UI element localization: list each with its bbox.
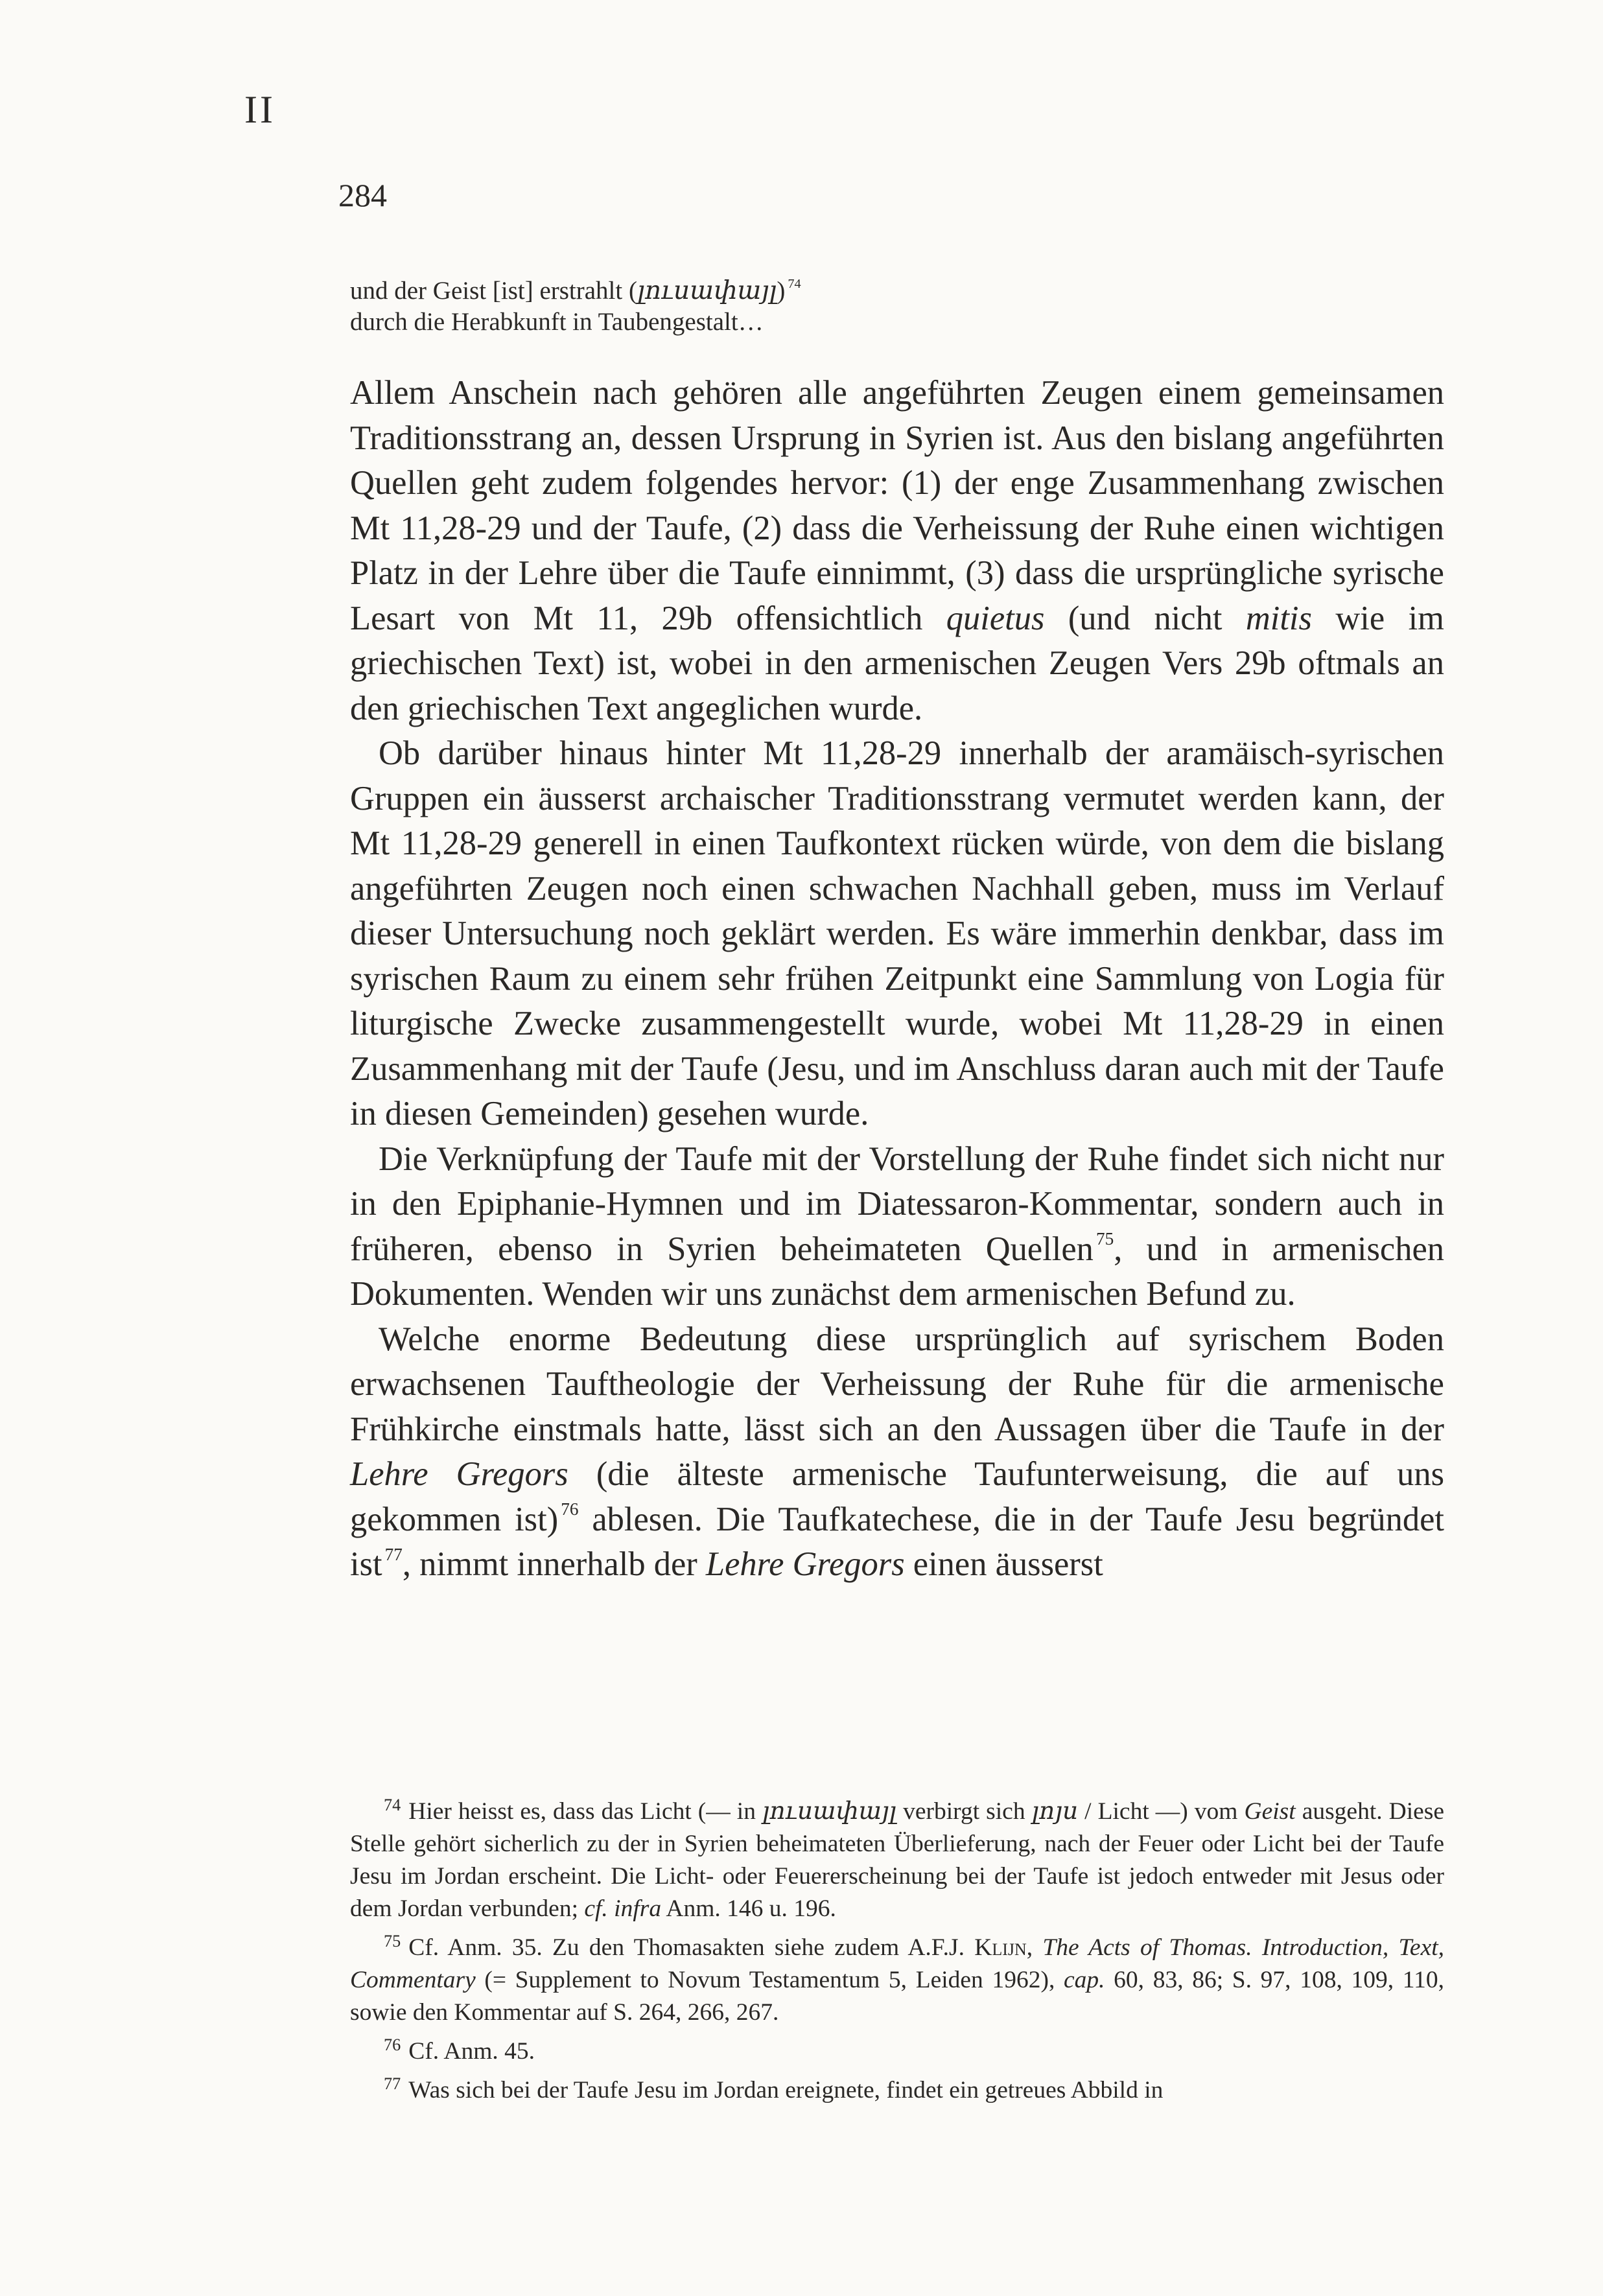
footnote-ref-76[interactable]: 76	[561, 1499, 579, 1519]
footnote-76: $^{76}$ Cf. Anm. 45.	[384, 2035, 535, 2065]
footnote-ref-75[interactable]: 75	[1095, 1229, 1114, 1249]
footnote-77: $^{77}$ Was sich bei der Taufe Jesu im Jordan ereignete, findet ein getreues Abbild in	[384, 2074, 1164, 2104]
footnote-ref-74[interactable]: 74	[788, 276, 801, 291]
paragraph-3: Die Verknüpfung der Taufe mit der Vorstellung der Ruhe findet sich nicht nur in den Epiphanie-Hymnen und im Diatessaron-Kommentar, sondern auch in früheren, ebenso in Syrien beheimateten Quellen $^{75}$, und in armenischen Dokumenten. Wenden wir uns zunächst dem armenischen Befund zu.	[350, 1140, 1444, 1313]
armenian-word: լուսափայլ	[637, 277, 777, 305]
paragraph-4: Welche enorme Bedeutung diese ursprünglich auf syrischem Boden erwachsenen Tauftheologie der Verheissung der Ruhe für die armenische Frühkirche einstmals hatte, lässt sich an den Aussagen über die Taufe in der Lehre Gregors (die älteste armenische Taufunterweisung, die auf uns gekommen ist) $^{76}$ ablesen. Die Taufkatechese, die in der Taufe Jesu begründet ist $^{77}$, nimmt innerhalb der Lehre Gregors einen äusserst	[350, 1320, 1444, 1583]
verse-quotation	[350, 275, 1452, 338]
footnote-ref-77[interactable]: 77	[384, 1544, 403, 1564]
verse-line-2: durch die Herabkunft in Taubengestalt…	[350, 308, 764, 336]
footnote-74: $^{74}$ Hier heisst es, dass das Licht (— in լուսափայլ verbirgt sich լոյս / Licht —) vom Geist ausgeht. Diese Stelle gehört sicherlich zu der in Syrien beheimateten Überlieferung, nach der Feuer oder Licht bei der Taufe Jesu im Jordan erscheint. Die Licht- oder Feuererscheinung bei der Taufe ist jedoch entweder mit Jesus oder dem Jordan verbunden; cf. infra Anm. 146 u. 196.	[350, 1796, 1445, 1923]
paragraph-2: Ob darüber hinaus hinter Mt 11,28-29 innerhalb der aramäisch-syrischen Gruppen ein äusserst archaischer Traditionsstrang vermutet werden kann, der Mt 11,28-29 generell in einen Taufkontext rücken würde, von dem die bislang angeführten Zeugen noch einen schwachen Nachhall geben, muss im Verlauf dieser Untersuchung noch geklärt werden. Es wäre immerhin denkbar, dass im syrischen Raum zu einem sehr frühen Zeitpunkt eine Sammlung von Logia für liturgische Zwecke zusammengestellt wurde, wobei Mt 11,28-29 in einen Zusammenhang mit der Taufe (Jesu, und im Anschluss daran auch mit der Taufe in diesen Gemeinden) gesehen wurde.	[350, 734, 1444, 1132]
footnotes	[350, 1789, 1444, 2107]
verse-line-1: und der Geist [ist] erstrahlt (լուսափայլ) $^{74}$	[350, 276, 801, 305]
paragraph-1: Allem Anschein nach gehören alle angeführten Zeugen einem gemeinsamen Traditionsstrang an, dessen Ursprung in Syrien ist. Aus den bislang angeführten Quellen geht zudem folgendes hervor: (1) der enge Zusammenhang zwischen Mt 11,28-29 und der Taufe, (2) dass die Verheissung der Ruhe einen wichtigen Platz in der Lehre über die Taufe einnimmt, (3) dass die ursprüngliche syrische Lesart von Mt 11, 29b offensichtlich quietus (und nicht mitis wie im griechischen Text) ist, wobei in den armenischen Zeugen Vers 29b oftmals an den griechischen Text angeglichen wurde.	[350, 374, 1444, 727]
main-text	[350, 371, 1444, 1587]
page-number: 284	[338, 177, 387, 213]
footnote-75: $^{75}$ Cf. Anm. 35. Zu den Thomasakten siehe zudem A.F.J. Klijn, The Acts of Thomas. Introduction, Text, Commentary (= Supplement to Novum Testamentum 5, Leiden 1962), cap. 60, 83, 86; S. 97, 108, 109, 110, sowie den Kommentar auf S. 264, 266, 267.	[350, 1932, 1445, 2026]
section-numeral: II	[244, 88, 275, 131]
